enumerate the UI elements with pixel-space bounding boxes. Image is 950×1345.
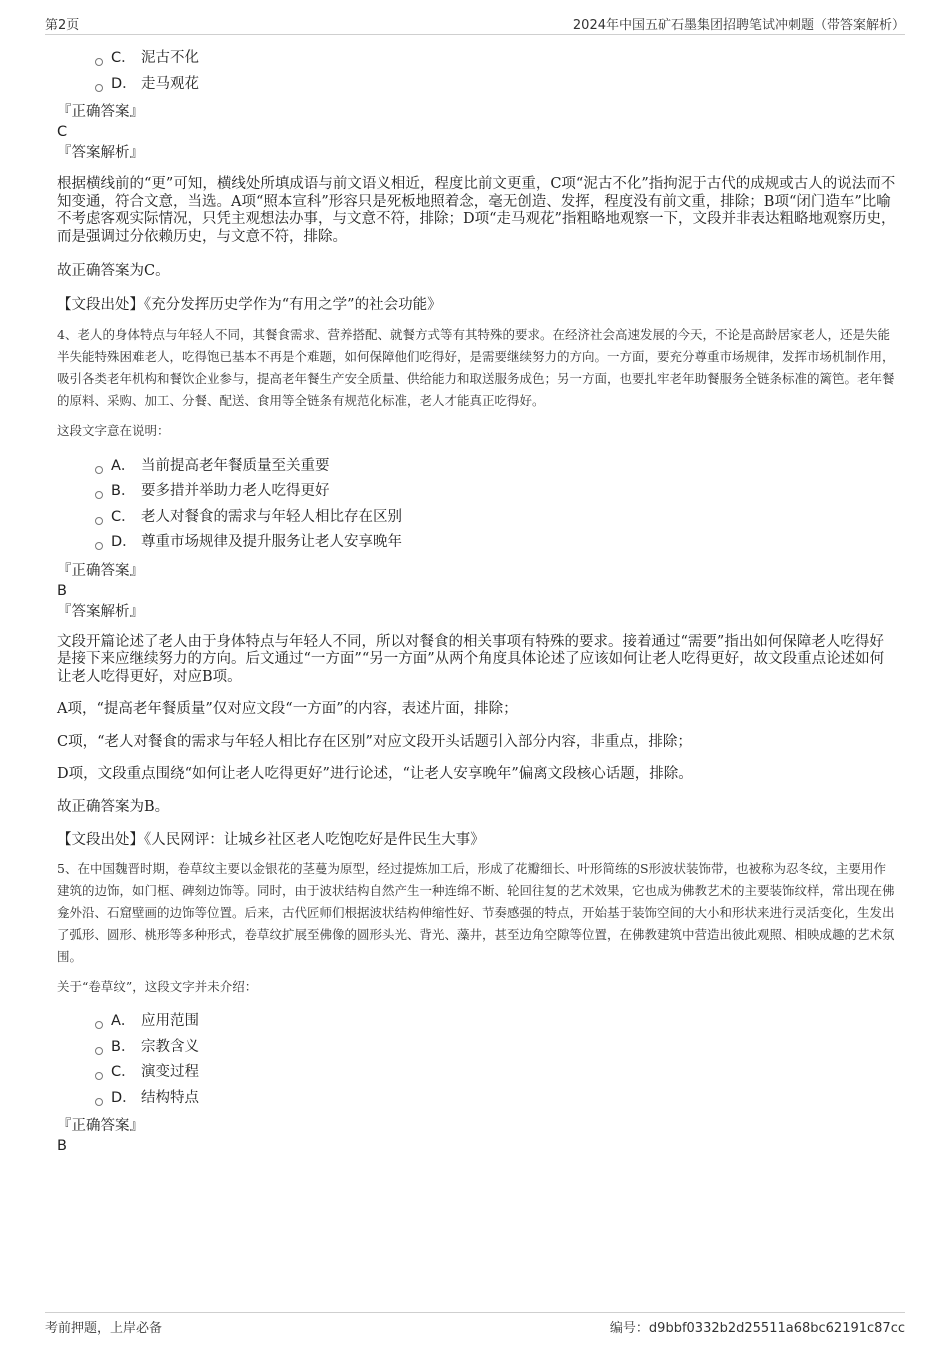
- radio-icon[interactable]: [95, 1047, 103, 1055]
- q3-answer: C: [57, 124, 68, 140]
- q3-option-c[interactable]: C． 泥古不化: [95, 46, 897, 72]
- q4-analysis-c: C项，“老人对餐食的需求与年轻人相比存在区别”对应文段开头话题引入部分内容，非重点，排除；: [57, 733, 692, 750]
- radio-icon[interactable]: [95, 1072, 103, 1080]
- document-id: 编号：d9bbf0332b2d25511a68bc62191c87cc: [609, 1321, 905, 1336]
- page-header: [45, 14, 905, 35]
- document-title: 2024年中国五矿石墨集团招聘笔试冲刺题（带答案解析）: [572, 18, 905, 33]
- q4-prompt: 这段文字意在说明：: [57, 422, 170, 438]
- q4-analysis-conclusion: 故正确答案为B。: [57, 798, 170, 815]
- q5-option-c[interactable]: C． 演变过程: [95, 1060, 897, 1086]
- q5-option-a[interactable]: A． 应用范围: [95, 1009, 897, 1035]
- q3-option-d[interactable]: D． 走马观花: [95, 72, 897, 98]
- radio-icon[interactable]: [95, 1021, 103, 1029]
- q4-analysis-paragraph: 文段开篇论述了老人由于身体特点与年轻人不同，所以对餐食的相关事项有特殊的要求。接着通过“需要”指出如何保障老人吃得好是接下来应继续努力的方向。后文通过“一方面”“另一方面”从两个角度具体论述了应该如何让老人吃得更好，故文段重点论述如何让老人吃得更好，对应B项。: [57, 633, 885, 685]
- q4-option-d[interactable]: D． 尊重市场规律及提升服务让老人安享晚年: [95, 530, 897, 556]
- radio-icon[interactable]: [95, 517, 103, 525]
- q4-question-text: 4、老人的身体特点与年轻人不同，其餐食需求、营养搭配、就餐方式等有其特殊的要求。在经济社会高速发展的今天，不论是高龄居家老人，还是失能半失能特殊困难老人，吃得饱已基本不再是个难题，如何保障他们吃得好，是需要继续努力的方向。一方面，要充分尊重市场规律，发挥市场机制作用，吸引各类老年机构和餐饮企业参与，提高老年餐生产安全质量、供给能力和取送服务成色；另一方面，也要扎牢老年助餐服务全链条标准的篱笆。老年餐的原料、采购、加工、分餐、配送、食用等全链条有规范化标准，老人才能真正吃得好。: [57, 326, 895, 408]
- page-footer: [45, 1312, 905, 1337]
- q3-source: 【文段出处】《充分发挥历史学作为“有用之学”的社会功能》: [57, 296, 442, 313]
- q4-analysis-label: 『答案解析』: [57, 603, 144, 620]
- q4-option-b[interactable]: B． 要多措并举助力老人吃得更好: [95, 479, 897, 505]
- q5-option-b[interactable]: B． 宗教含义: [95, 1035, 897, 1061]
- q5-options: [57, 1009, 897, 1111]
- page-number: 第2页: [45, 18, 80, 33]
- page-content: [57, 46, 897, 1156]
- q5-question-text: 5、在中国魏晋时期，卷草纹主要以金银花的茎蔓为原型，经过提炼加工后，形成了花瓣细长、叶形简练的S形波状装饰带，也被称为忍冬纹，主要用作建筑的边饰，如门框、碑刻边饰等。同时，由于波状结构自然产生一种连绵不断、轮回往复的艺术效果，它也成为佛教艺术的主要装饰纹样，常出现在佛龛外沿、石窟壁画的边饰等位置。后来，古代匠师们根据波状结构伸缩性好、节奏感强的特点，开始基于装饰空间的大小和形状来进行灵活变化，生发出了弧形、圆形、桃形等多种形式，卷草纹扩展至佛像的圆形头光、背光、藻井，甚至边角空隙等位置，在佛教建筑中营造出彼此观照、相映成趣的艺术氛围。: [57, 861, 895, 964]
- radio-icon[interactable]: [95, 542, 103, 550]
- q4-analysis-d: D项，文段重点围绕“如何让老人吃得更好”进行论述，“让老人安享晚年”偏离文段核心话题，排除。: [57, 766, 693, 782]
- q4-source: 【文段出处】《人民网评：让城乡社区老人吃饱吃好是件民生大事》: [57, 832, 485, 848]
- q4-answer: B: [57, 582, 67, 599]
- q4-analysis-a: A项，“提高老年餐质量”仅对应文段“一方面”的内容，表述片面，排除；: [57, 701, 518, 717]
- radio-icon[interactable]: [95, 1098, 103, 1106]
- radio-icon[interactable]: [95, 84, 103, 92]
- radio-icon[interactable]: [95, 58, 103, 66]
- q3-answer-label: 『正确答案』: [57, 104, 144, 120]
- radio-icon[interactable]: [95, 466, 103, 474]
- radio-icon[interactable]: [95, 491, 103, 499]
- q3-options: [57, 46, 897, 97]
- q3-analysis-conclusion: 故正确答案为C。: [57, 263, 170, 279]
- q5-option-d[interactable]: D． 结构特点: [95, 1086, 897, 1112]
- q4-option-c[interactable]: C． 老人对餐食的需求与年轻人相比存在区别: [95, 505, 897, 531]
- q5-prompt: 关于“卷草纹”，这段文字并未介绍：: [57, 979, 258, 994]
- footer-slogan: 考前押题，上岸必备: [45, 1321, 163, 1336]
- q4-option-a[interactable]: A． 当前提高老年餐质量至关重要: [95, 454, 897, 480]
- q4-options: [57, 454, 897, 556]
- q5-answer: B: [57, 1138, 67, 1154]
- q4-answer-label: 『正确答案』: [57, 562, 144, 579]
- q3-analysis-paragraph: 根据横线前的“更”可知，横线处所填成语与前文语义相近，程度比前文更重，C项“泥古不化”指拘泥于古代的成规或古人的说法而不知变通，符合文意，当选。A项“照本宣科”形容只是死板地照着念，毫无创造、发挥，程度没有前文重，排除；B项“闭门造车”比喻不考虑客观实际情况，只凭主观想法办事，与文意不符，排除；D项“走马观花”指粗略地观察一下，文段并非表达粗略地观察历史，而是强调过分依赖历史，与文意不符，排除。: [57, 176, 896, 245]
- q3-analysis-label: 『答案解析』: [57, 145, 144, 161]
- q5-answer-label: 『正确答案』: [57, 1118, 144, 1134]
